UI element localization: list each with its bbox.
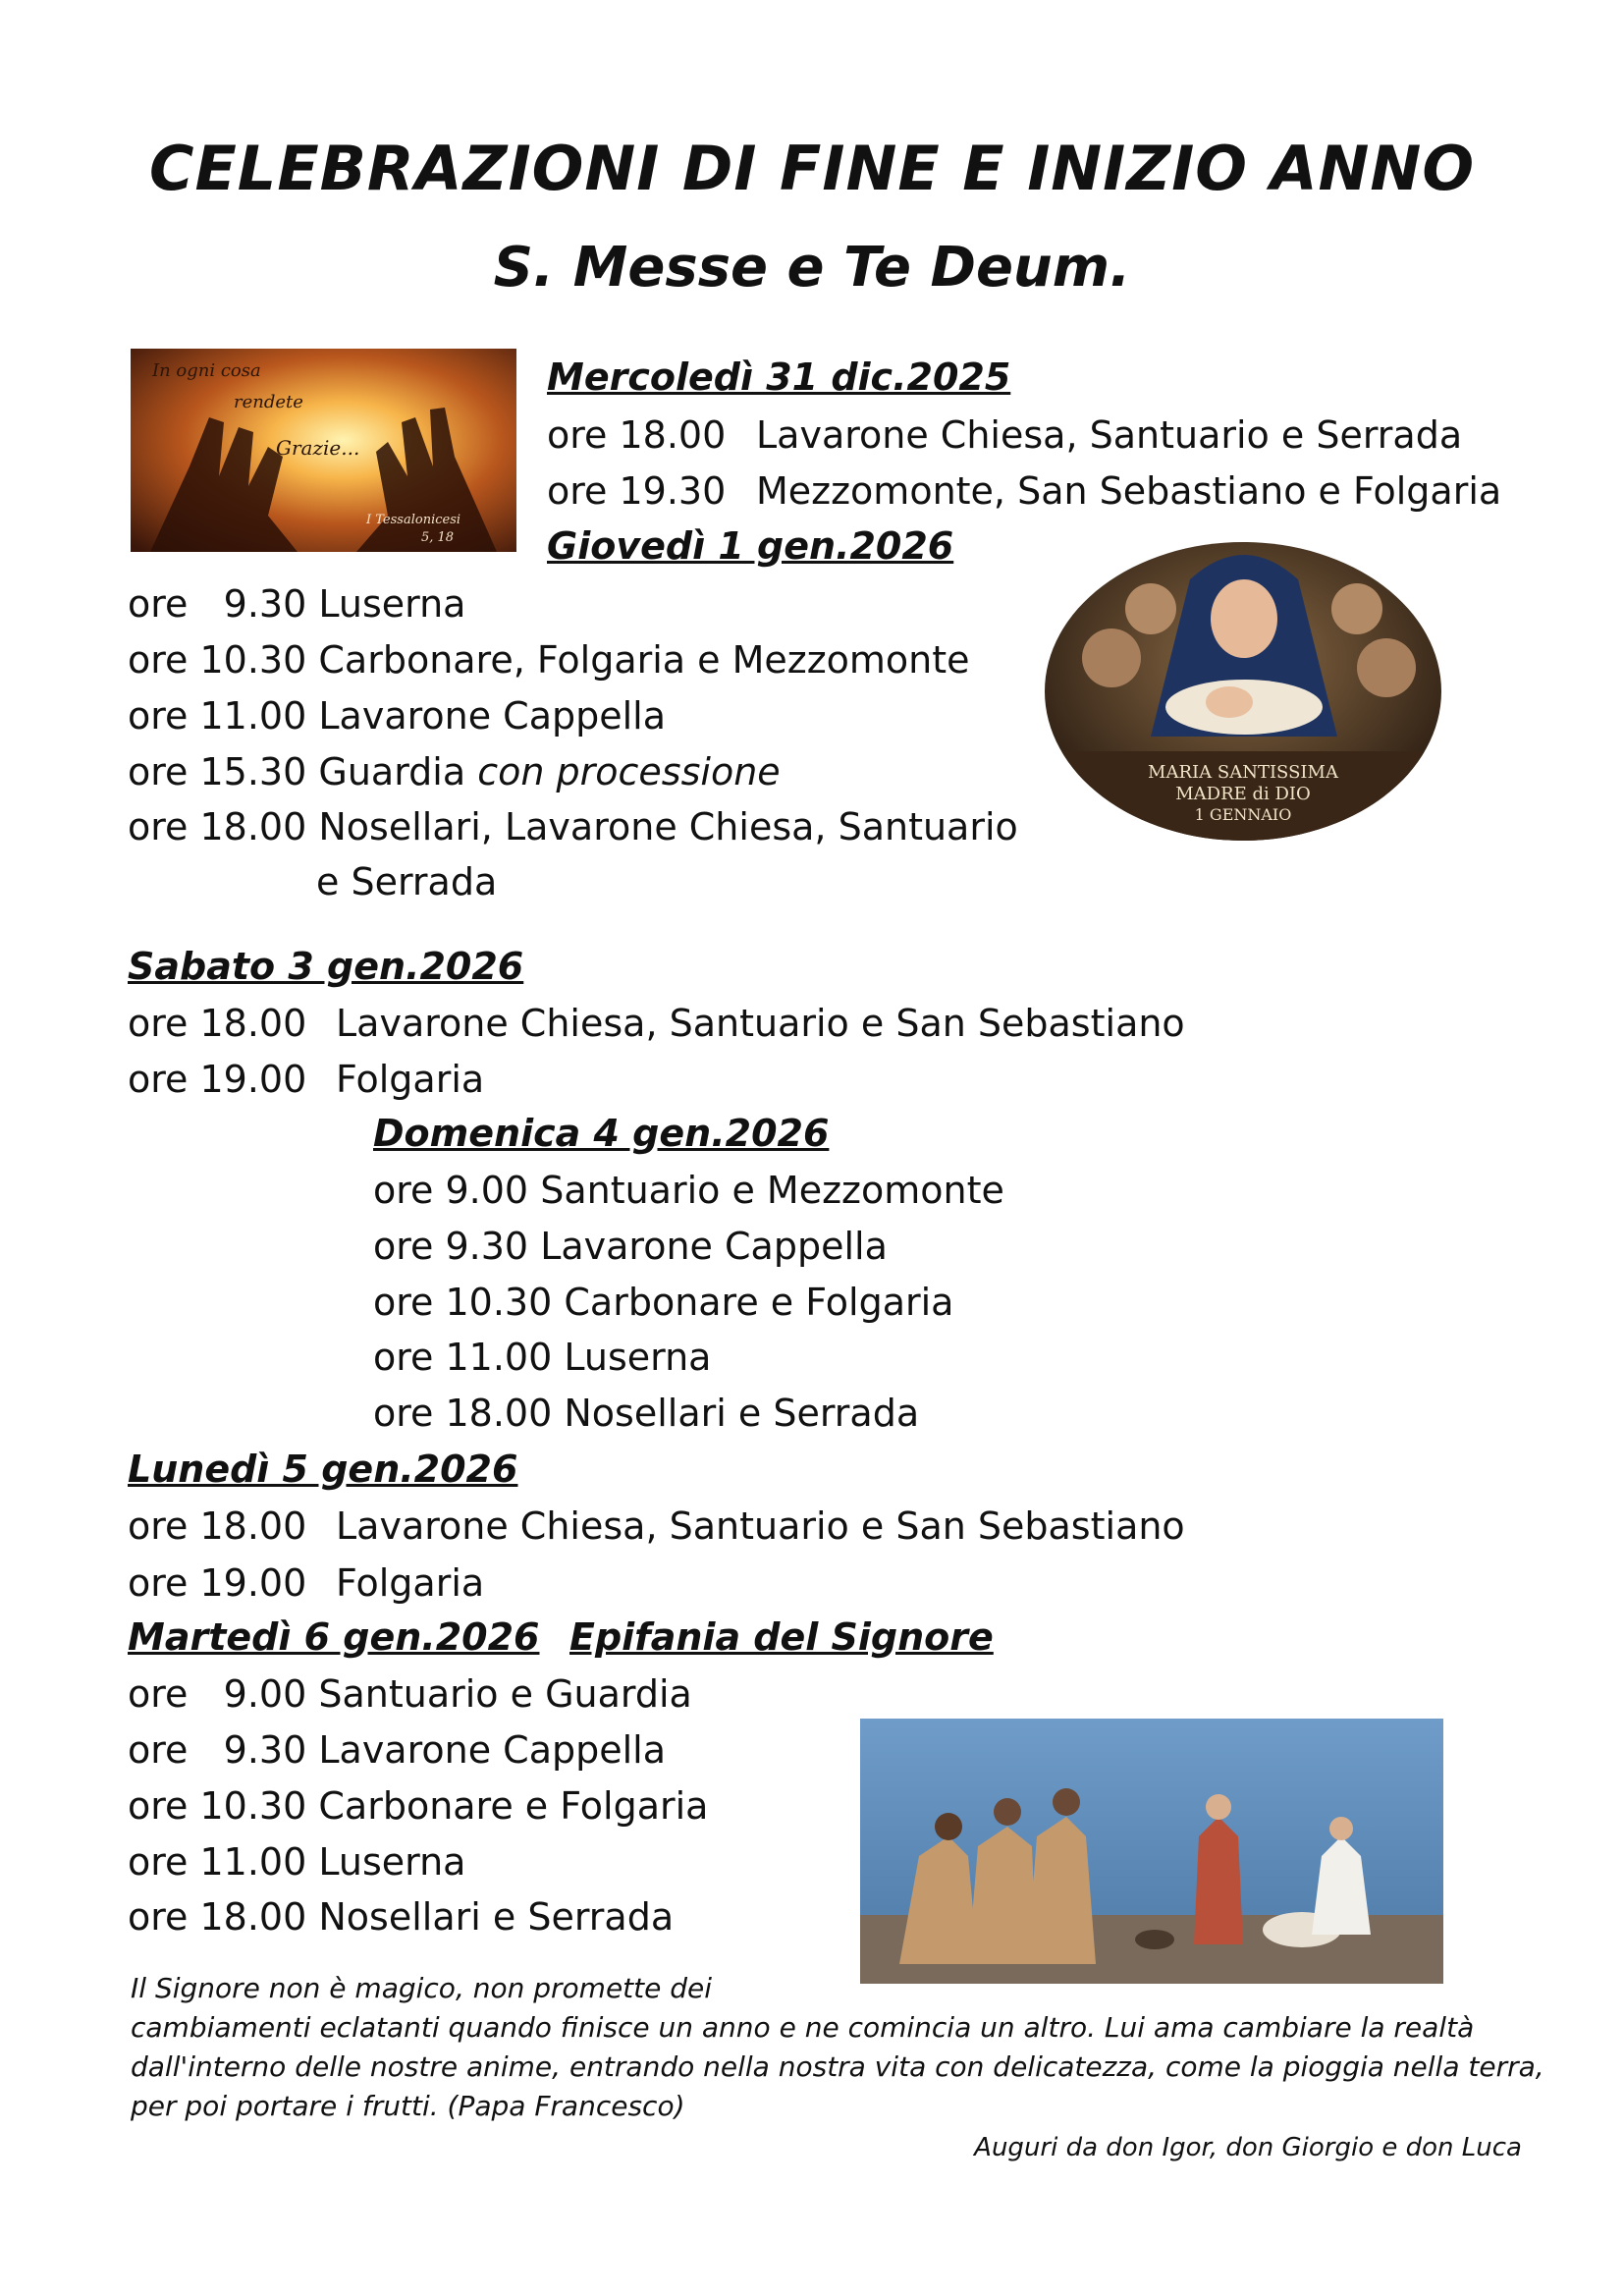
hands-sunset-picture bbox=[131, 349, 516, 552]
list-item bbox=[128, 1728, 666, 1772]
mass-place: Folgaria bbox=[336, 1058, 485, 1101]
mass-time: ore 19.00 bbox=[128, 1561, 307, 1605]
mass-place: Nosellari e Serrada bbox=[318, 1895, 675, 1939]
signature: Auguri da don Igor, don Giorgio e don Luca bbox=[974, 2133, 1522, 2162]
mass-time: ore 9.30 bbox=[128, 582, 307, 626]
day-heading-31-dec: Mercoledì 31 dic.2025 bbox=[547, 355, 1011, 399]
nativity-image bbox=[860, 1719, 1443, 1984]
mass-place: Mezzomonte, San Sebastiano e Folgaria bbox=[756, 469, 1502, 513]
day-heading-5-gen: Lunedì 5 gen.2026 bbox=[128, 1448, 518, 1491]
madonna-caption-3: 1 GENNAIO bbox=[1194, 805, 1292, 824]
mass-time: ore 9.00 bbox=[128, 1672, 307, 1716]
mass-place: Nosellari, Lavarone Chiesa, Santuario bbox=[318, 805, 1018, 848]
list-item bbox=[547, 469, 726, 513]
mass-time: ore 19.30 bbox=[547, 469, 727, 513]
mass-time: ore 10.30 bbox=[128, 638, 307, 682]
mass-place: Luserna bbox=[318, 1840, 466, 1884]
list-item bbox=[128, 805, 1018, 848]
page-subtitle: S. Messe e Te Deum. bbox=[493, 236, 1131, 300]
mass-place: Folgaria bbox=[336, 1561, 485, 1605]
quote-line: dall'interno delle nostre anime, entrando nella nostra vita con delicatezza, come la pioggia nella terra, bbox=[131, 2050, 1544, 2083]
thanks-image bbox=[131, 349, 516, 552]
mass-place: Luserna bbox=[564, 1336, 712, 1379]
mass-time: ore 18.00 bbox=[128, 1002, 307, 1045]
list-item bbox=[373, 1169, 1004, 1212]
mass-time: ore 18.00 bbox=[128, 1504, 307, 1548]
madonna-caption-1: MARIA SANTISSIMA bbox=[1148, 762, 1338, 783]
page-title: CELEBRAZIONI DI FINE E INIZIO ANNO bbox=[148, 133, 1476, 204]
list-item bbox=[373, 1336, 711, 1379]
day-heading-4-gen: Domenica 4 gen.2026 bbox=[373, 1112, 830, 1155]
mass-time: ore 18.00 bbox=[128, 805, 307, 848]
list-item bbox=[373, 1225, 888, 1268]
list-item bbox=[128, 1672, 692, 1716]
thanks-line-3: Grazie... bbox=[276, 436, 360, 460]
list-item bbox=[128, 1840, 465, 1884]
madonna-image bbox=[1043, 540, 1443, 843]
mass-place: Carbonare e Folgaria bbox=[564, 1281, 954, 1324]
quote-line: cambiamenti eclatanti quando finisce un anno e ne comincia un altro. Lui ama cambiare la realtà bbox=[131, 2011, 1475, 2044]
day-heading-1-gen: Giovedì 1 gen.2026 bbox=[547, 524, 954, 568]
mass-place: Lavarone Cappella bbox=[540, 1225, 888, 1268]
list-item bbox=[128, 750, 781, 793]
mass-time: ore 9.30 bbox=[373, 1225, 529, 1268]
feast-heading: Epifania del Signore bbox=[569, 1615, 994, 1659]
mass-place: Lavarone Cappella bbox=[318, 1728, 667, 1772]
thanks-ref-2: 5, 18 bbox=[421, 530, 455, 545]
thanks-ref-1: I Tessalonicesi bbox=[366, 513, 461, 527]
list-item bbox=[373, 1392, 919, 1435]
nativity-picture bbox=[860, 1719, 1443, 1984]
thanks-line-1: In ogni cosa bbox=[152, 360, 261, 381]
day-heading-3-gen: Sabato 3 gen.2026 bbox=[128, 945, 524, 988]
mass-time: ore 9.00 bbox=[373, 1169, 529, 1212]
list-item bbox=[128, 1784, 708, 1828]
mass-place: Guardia bbox=[318, 750, 466, 793]
mass-place: Santuario e Guardia bbox=[318, 1672, 692, 1716]
mass-time: ore 11.00 bbox=[373, 1336, 553, 1379]
mass-place: Lavarone Cappella bbox=[318, 694, 667, 738]
thanks-line-2: rendete bbox=[234, 392, 303, 412]
list-item bbox=[128, 638, 970, 682]
mass-time: ore 9.30 bbox=[128, 1728, 307, 1772]
quote-line: Il Signore non è magico, non promette dei bbox=[131, 1972, 713, 2004]
list-item bbox=[547, 413, 726, 457]
mass-time: ore 18.00 bbox=[373, 1392, 553, 1435]
madonna-picture bbox=[1043, 540, 1443, 843]
list-item bbox=[373, 1281, 953, 1324]
mass-place: Lavarone Chiesa, Santuario e Serrada bbox=[756, 413, 1463, 457]
mass-place: Lavarone Chiesa, Santuario e San Sebastiano bbox=[336, 1504, 1185, 1548]
mass-place-continuation: e Serrada bbox=[316, 860, 498, 903]
mass-time: ore 11.00 bbox=[128, 694, 307, 738]
mass-place: Santuario e Mezzomonte bbox=[540, 1169, 1004, 1212]
quote-line: per poi portare i frutti. (Papa Francesco) bbox=[131, 2090, 685, 2122]
day-heading-6-gen: Martedì 6 gen.2026 bbox=[128, 1615, 540, 1659]
mass-place: Nosellari e Serrada bbox=[564, 1392, 920, 1435]
mass-place: Lavarone Chiesa, Santuario e San Sebastiano bbox=[336, 1002, 1185, 1045]
mass-note: con processione bbox=[477, 750, 781, 793]
mass-place: Luserna bbox=[318, 582, 466, 626]
mass-time: ore 15.30 bbox=[128, 750, 307, 793]
mass-place: Carbonare e Folgaria bbox=[318, 1784, 709, 1828]
list-item bbox=[128, 582, 465, 626]
mass-time: ore 10.30 bbox=[373, 1281, 553, 1324]
mass-place: Carbonare, Folgaria e Mezzomonte bbox=[318, 638, 970, 682]
mass-time: ore 18.00 bbox=[128, 1895, 307, 1939]
list-item bbox=[128, 694, 666, 738]
mass-time: ore 10.30 bbox=[128, 1784, 307, 1828]
mass-time: ore 11.00 bbox=[128, 1840, 307, 1884]
mass-time: ore 18.00 bbox=[547, 413, 727, 457]
list-item bbox=[128, 1895, 674, 1939]
mass-time: ore 19.00 bbox=[128, 1058, 307, 1101]
madonna-caption-2: MADRE di DIO bbox=[1175, 784, 1311, 804]
